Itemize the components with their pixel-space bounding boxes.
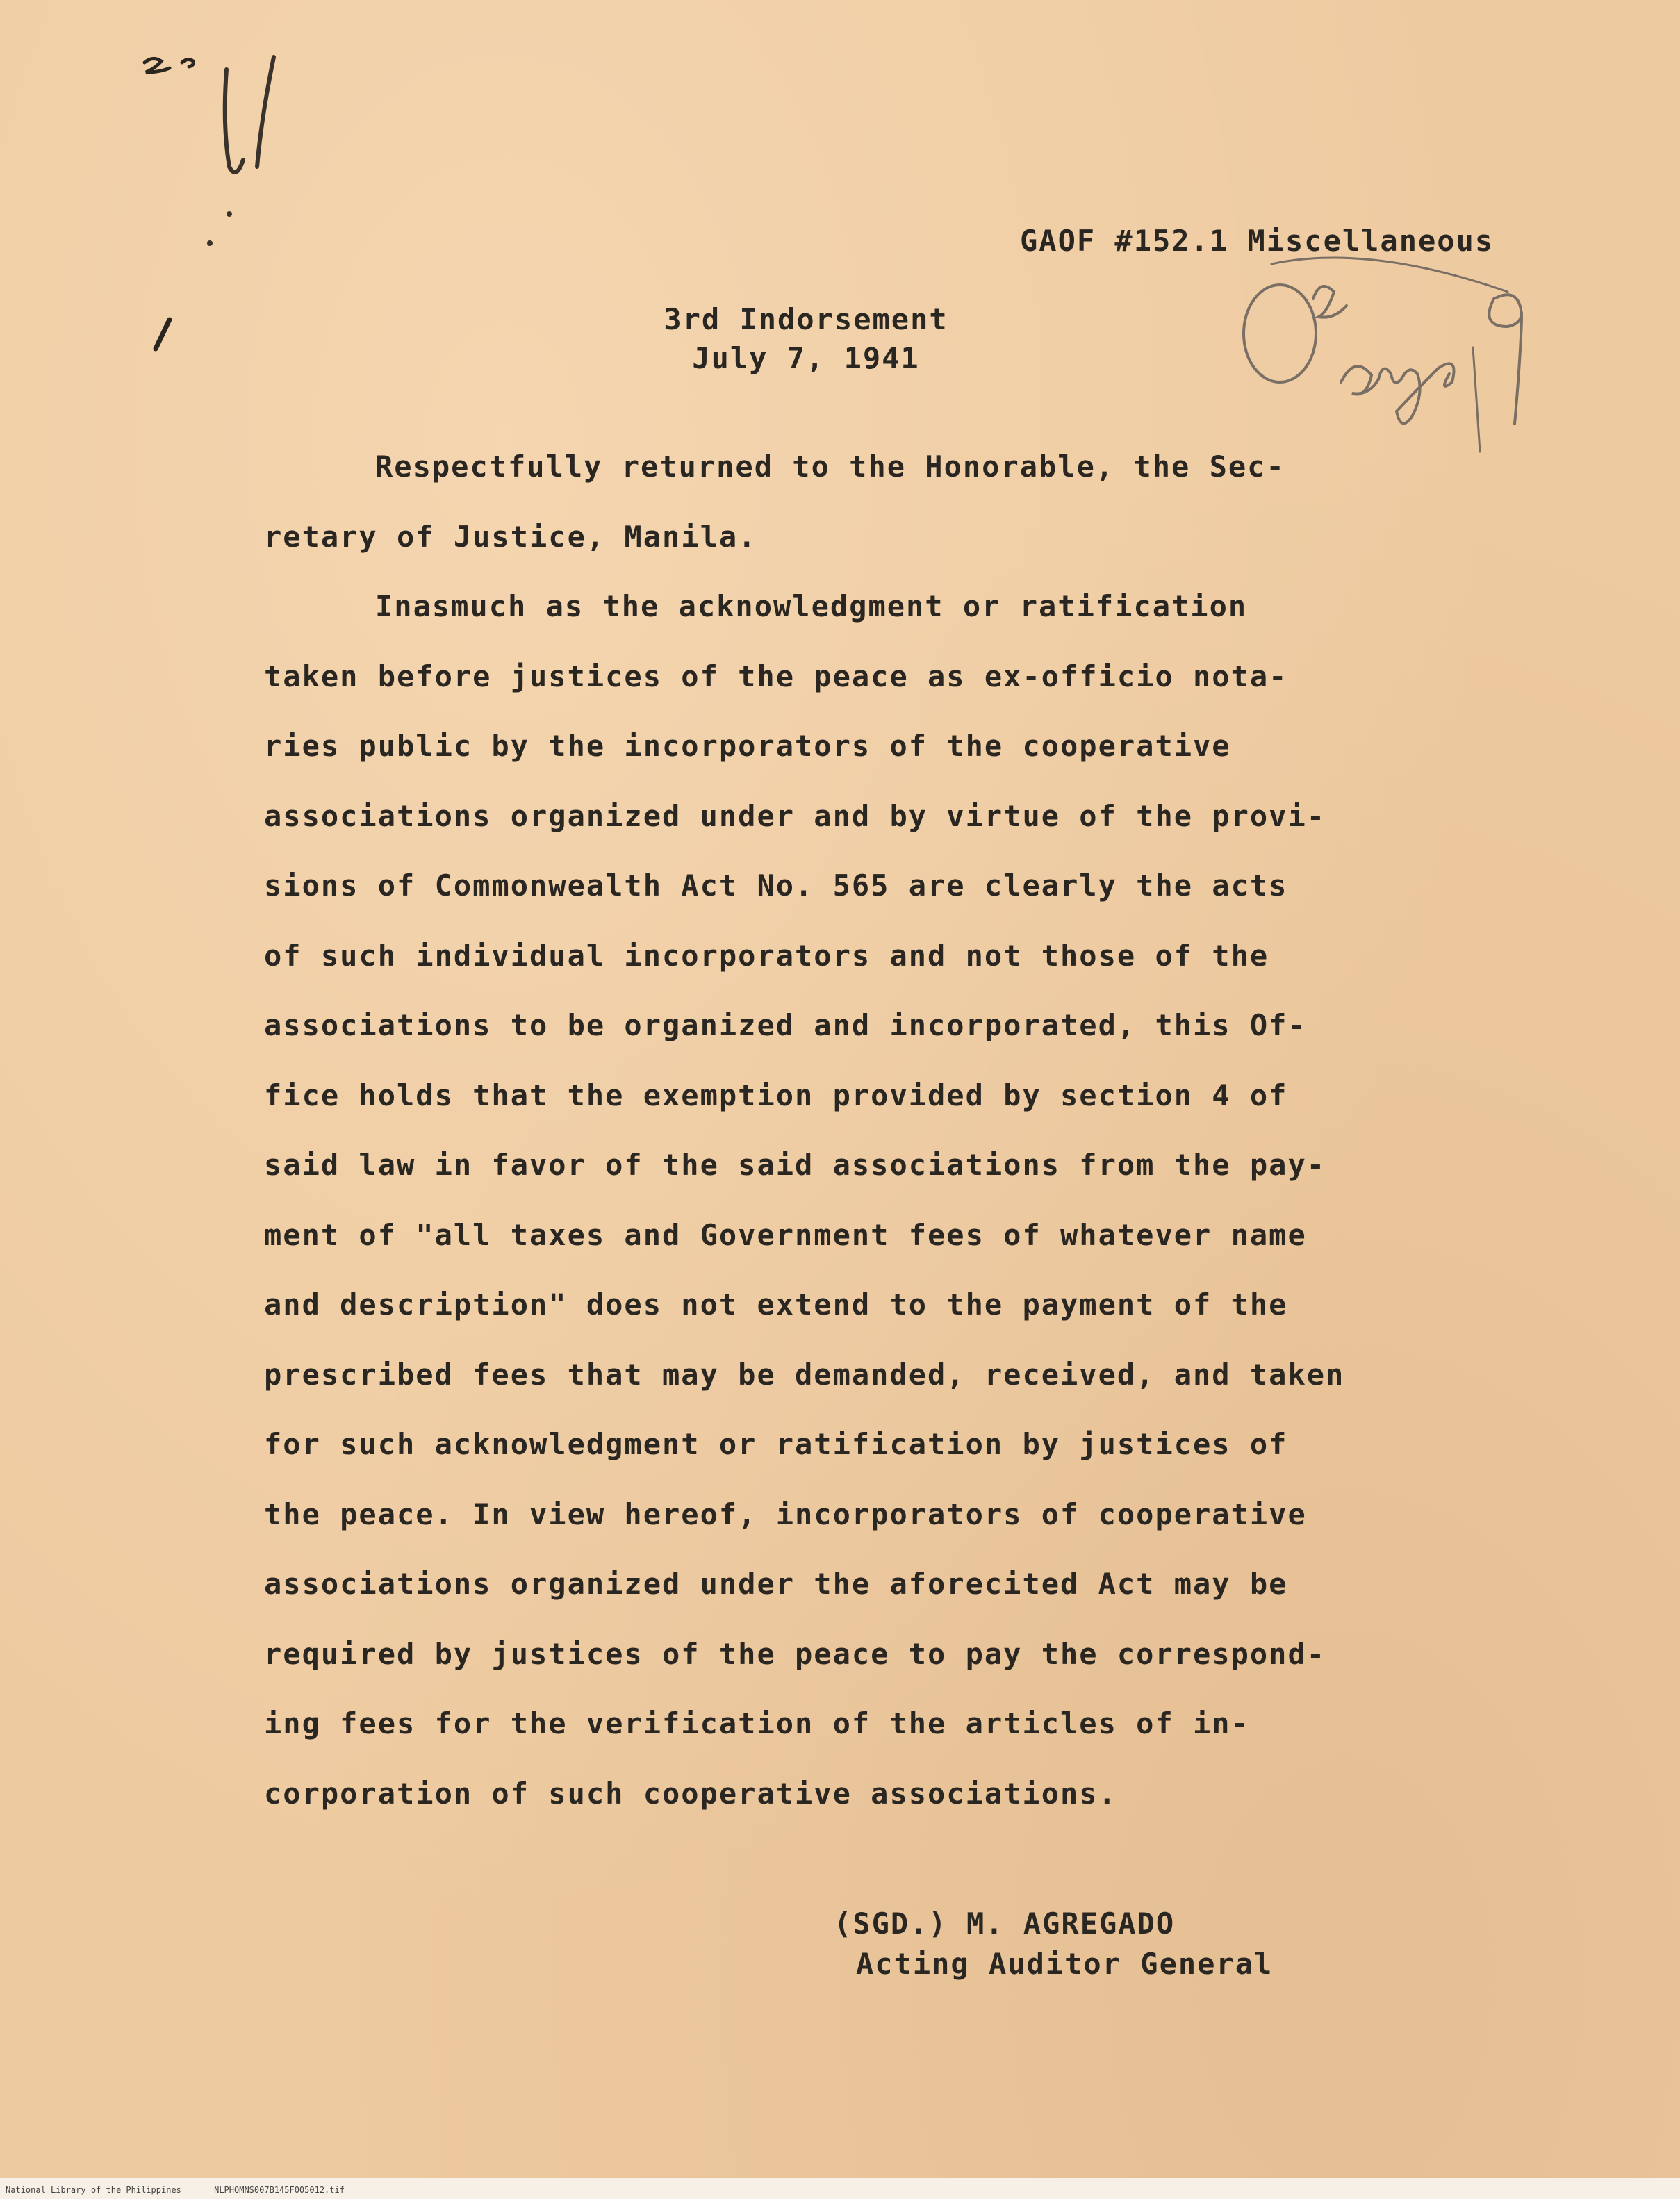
body-line: associations to be organized and incorporated, this Of- — [264, 1008, 1307, 1042]
signatory-title: Acting Auditor General — [856, 1947, 1274, 1981]
body-line: ing fees for the verification of the articles of in- — [264, 1706, 1250, 1740]
scan-footer-label — [6, 2185, 372, 2195]
body-line: said law in favor of the said associations from the pay- — [264, 1148, 1326, 1182]
body-line: ries public by the incorporators of the cooperative — [264, 729, 1231, 763]
signature-block — [834, 1904, 1273, 1984]
body-line: Respectfully returned to the Honorable, the Sec- — [375, 450, 1285, 484]
body-line: for such acknowledgment or ratification by justices of — [264, 1427, 1288, 1461]
scan-footer-strip — [0, 2178, 1680, 2199]
file-reference: GAOF #152.1 Miscellaneous — [1020, 224, 1494, 258]
body-line: sions of Commonwealth Act No. 565 are clearly the acts — [264, 868, 1288, 903]
body-line: fice holds that the exemption provided by section 4 of — [264, 1078, 1288, 1112]
body-line: taken before justices of the peace as ex-officio nota- — [264, 659, 1288, 693]
body-line: ment of "all taxes and Government fees of whatever name — [264, 1217, 1307, 1252]
handwritten-ok-aug-9-note — [1230, 250, 1577, 459]
body-line: of such individual incorporators and not those of the — [264, 938, 1269, 973]
pencil-scribble-mark — [125, 42, 306, 361]
body-line: retary of Justice, Manila. — [264, 519, 757, 554]
body-line: associations organized under and by virtue of the provi- — [264, 798, 1326, 833]
body-line: Inasmuch as the acknowledgment or ratification — [375, 589, 1248, 623]
body-line: prescribed fees that may be demanded, received, and taken — [264, 1357, 1345, 1392]
body-line: associations organized under the aforecited Act may be — [264, 1567, 1288, 1601]
body-line: the peace. In view hereof, incorporators of cooperative — [264, 1497, 1307, 1531]
body-line: and description" does not extend to the payment of the — [264, 1287, 1288, 1321]
body-line: corporation of such cooperative associations. — [264, 1776, 1117, 1811]
indorsement-date: July 7, 1941 — [692, 341, 920, 375]
letter-body — [264, 432, 1459, 1829]
indorsement-heading — [625, 300, 1112, 378]
footer-institution: National Library of the Philippines — [6, 2185, 181, 2195]
footer-file-id: NLPHQMNS007B145F005012.tif — [214, 2185, 345, 2195]
body-line: required by justices of the peace to pay the correspond- — [264, 1636, 1326, 1671]
indorsement-title: 3rd Indorsement — [664, 302, 948, 336]
signatory-name: (SGD.) M. AGREGADO — [834, 1906, 1176, 1941]
